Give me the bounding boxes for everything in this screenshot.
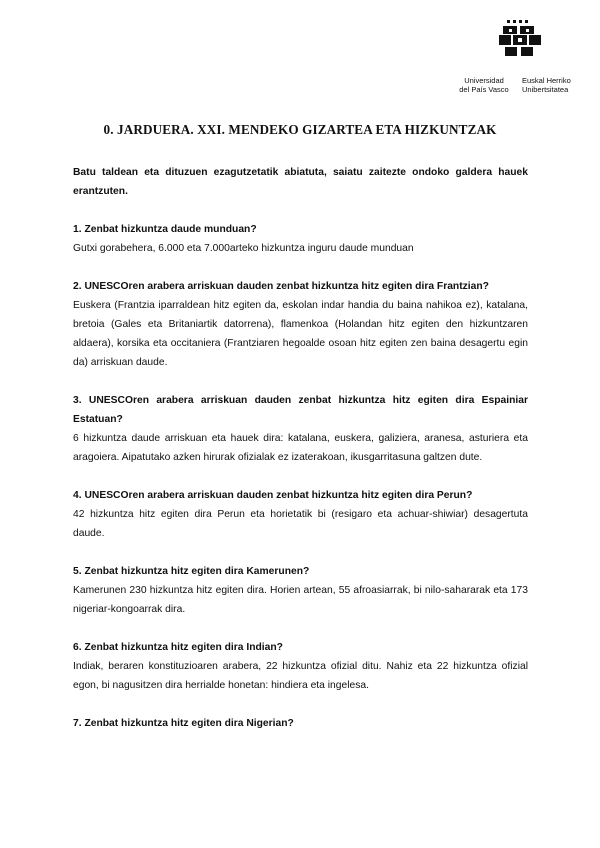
- question-text: 4. UNESCOren arabera arriskuan dauden zenbat hizkuntza hitz egiten dira Perun?: [73, 490, 473, 501]
- answer-text: Euskera (Frantzia iparraldean hitz egiten da, eskolan indar handia du baina nahikoa ez), katalana, bretoia (Gales eta Britaniartik datorrena), flamenkoa (Holandan hitz egiten den hizkuntzaren aldaera), korsika eta occitaniera (Frantziaren hegoalde osoan hitz egiten zen baina desagertu egin da) arriskuan daude.: [73, 300, 528, 368]
- question-block: [73, 277, 528, 372]
- question-block: [73, 486, 528, 543]
- document-body: [73, 163, 528, 752]
- question-block: [73, 714, 528, 733]
- logo-caption-basque-line1: Euskal Herriko: [522, 76, 571, 85]
- answer-text: Gutxi gorabehera, 6.000 eta 7.000arteko hizkuntza inguru daude munduan: [73, 243, 414, 254]
- question-block: [73, 638, 528, 695]
- answer-text: 6 hizkuntza daude arriskuan eta hauek dira: katalana, euskera, galiziera, aranesa, asturiera eta aragoiera. Aipatutako azken hirurak ofizialak ez izaterakoan, ikusgarritasuna galtzen dute.: [73, 433, 528, 463]
- answer-text: 42 hizkuntza hitz egiten dira Perun eta horietatik bi (resigaro eta achuar-shiwiar) desagertuta daude.: [73, 509, 528, 539]
- answer-text: Indiak, beraren konstituzioaren arabera, 22 hizkuntza ofizial ditu. Nahiz eta 22 hizkuntza ofizial egon, bi nagusitzen dira herrialde honetan: hindiera eta ingelesa.: [73, 661, 528, 691]
- answer-text: Kamerunen 230 hizkuntza hitz egiten dira. Horien artean, 55 afroasiarrak, bi nilo-sahararak eta 173 nigeriar-kongoarrak dira.: [73, 585, 528, 615]
- question-block: [73, 562, 528, 619]
- logo-caption-spanish-line2: del País Vasco: [459, 85, 509, 94]
- question-text: 2. UNESCOren arabera arriskuan dauden zenbat hizkuntza hitz egiten dira Frantzian?: [73, 281, 489, 292]
- question-block: [73, 391, 528, 467]
- question-text: 7. Zenbat hizkuntza hitz egiten dira Nigerian?: [73, 718, 294, 729]
- question-text: 3. UNESCOren arabera arriskuan dauden zenbat hizkuntza hitz egiten dira Espainiar Estatuan?: [73, 395, 528, 425]
- logo-caption-basque-line2: Unibertsitatea: [522, 85, 569, 94]
- question-text: 6. Zenbat hizkuntza hitz egiten dira Indian?: [73, 642, 283, 653]
- page-title: 0. JARDUERA. XXI. MENDEKO GIZARTEA ETA HIZKUNTZAK: [103, 122, 497, 137]
- logo-caption-spanish-line1: Universidad: [464, 76, 504, 85]
- upv-ehu-emblem-icon: [497, 20, 543, 60]
- logo-caption-basque: [522, 76, 586, 94]
- logo-caption-spanish: [452, 76, 516, 94]
- question-block: [73, 220, 528, 258]
- intro-text: Batu taldean eta dituzuen ezagutzetatik abiatuta, saiatu zaitezte ondoko galdera hauek erantzuten.: [73, 167, 528, 197]
- question-text: 5. Zenbat hizkuntza hitz egiten dira Kamerunen?: [73, 566, 310, 577]
- university-logo: [452, 20, 582, 100]
- question-text: 1. Zenbat hizkuntza daude munduan?: [73, 224, 257, 235]
